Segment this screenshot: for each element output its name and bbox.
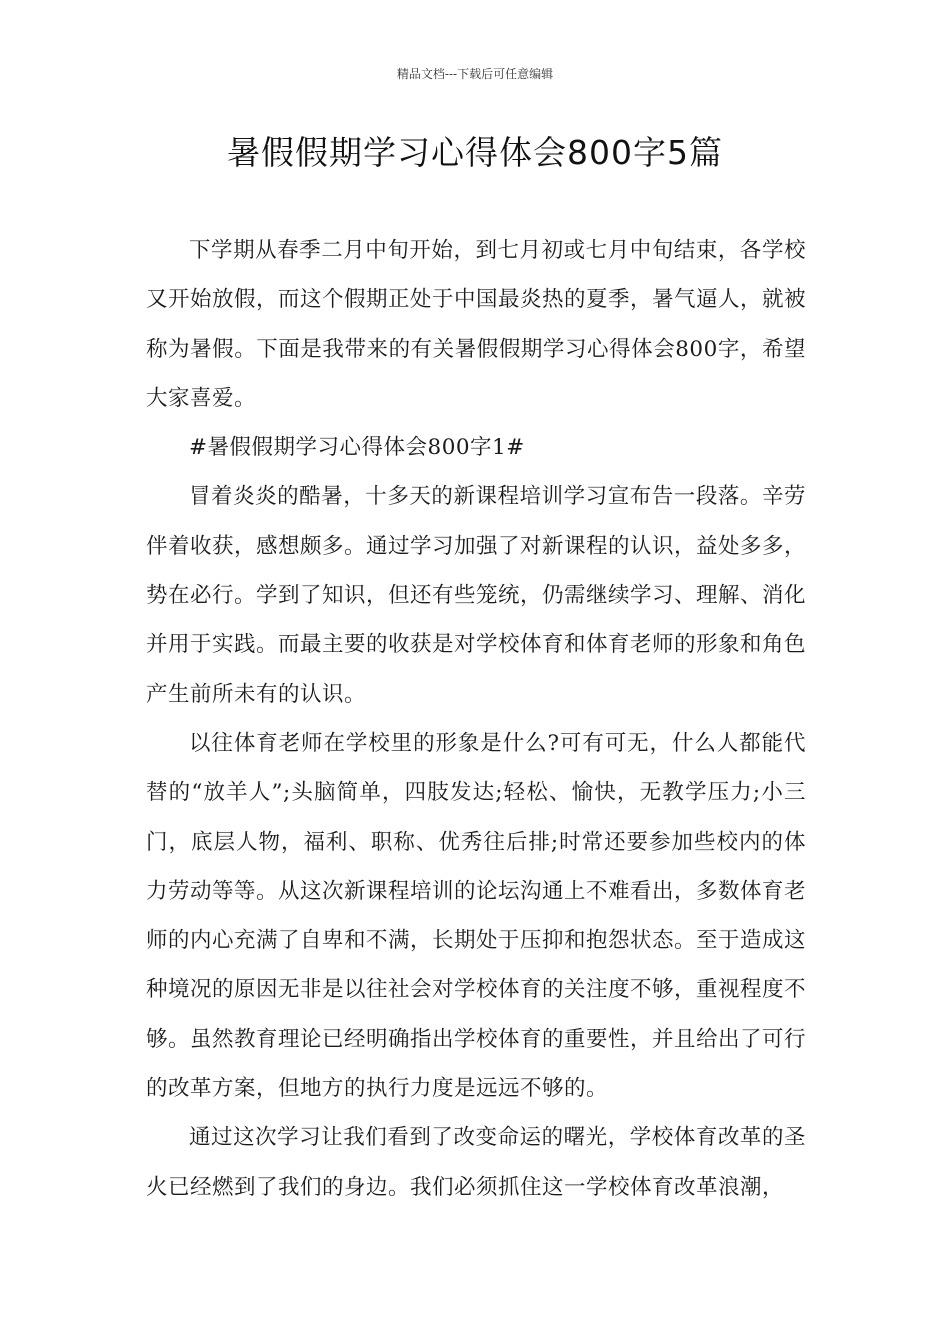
header-note: 精品文档---下载后可任意编辑 <box>396 67 554 81</box>
section-heading: #暑假假期学习心得体会800字1# <box>189 435 525 461</box>
paragraph: 通过这次学习让我们看到了改变命运的曙光，学校体育改革的圣火已经燃到了我们的身边。我们必须抓住这一学校体育改革浪潮， <box>146 1125 806 1200</box>
paragraph-intro: 下学期从春季二月中旬开始，到七月初或七月中旬结束，各学校又开始放假，而这个假期正处于中国最炎热的夏季，暑气逼人，就被称为暑假。下面是我带来的有关暑假假期学习心得体会800字，希望大家喜爱。 <box>146 238 807 411</box>
paragraph: 冒着炎炎的酷暑，十多天的新课程培训学习宣布告一段落。辛劳伴着收获，感想颇多。通过学习加强了对新课程的认识，益处多多，势在必行。学到了知识，但还有些笼统，仍需继续学习、理解、消化并用于实践。而最主要的收获是对学校体育和体育老师的形象和角色产生前所未有的认识。 <box>146 484 807 707</box>
paragraph: 以往体育老师在学校里的形象是什么?可有可无，什么人都能代替的“放羊人”;头脑简单，四肢发达;轻松、愉快，无教学压力;小三门，底层人物，福利、职称、优秀往后排;时常还要参加些校内的体力劳动等等。从这次新课程培训的论坛沟通上不难看出，多数体育老师的内心充满了自卑和不满，长期处于压抑和抱怨状态。至于造成这种境况的原因无非是以往社会对学校体育的关注度不够，重视程度不够。虽然教育理论已经明确指出学校体育的重要性，并且给出了可行的改革方案，但地方的执行力度是远远不够的。 <box>146 730 807 1102</box>
document-body <box>146 226 806 1212</box>
document-title: 暑假假期学习心得体会800字5篇 <box>227 133 723 172</box>
